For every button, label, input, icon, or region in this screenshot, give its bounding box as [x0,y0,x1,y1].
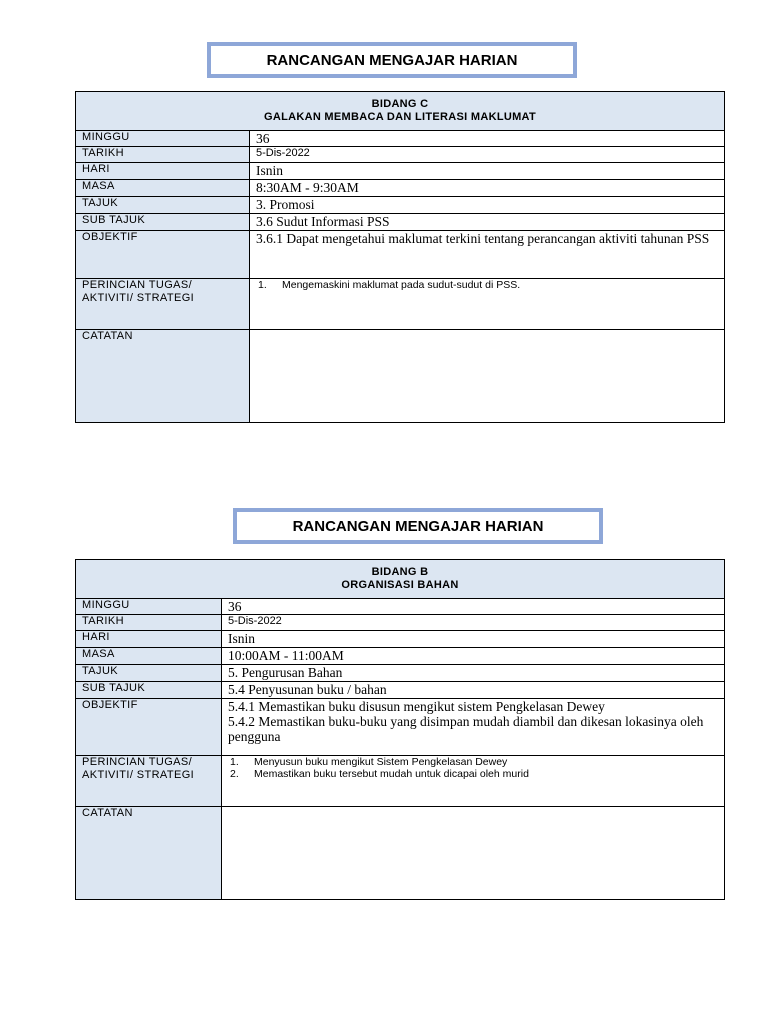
task-item [228,768,718,780]
task-text: Mengemaskini maklumat pada sudut-sudut di PSS. [282,279,521,291]
value-tajuk: 3. Promosi [250,197,725,214]
label-perincian-line-1: PERINCIAN TUGAS/ [82,756,193,768]
value-objektif [250,231,725,279]
plan-1-title: RANCANGAN MENGAJAR HARIAN [207,42,577,78]
label-perincian-line-2: AKTIVITI/ STRATEGI [82,769,195,781]
task-text: Menyusun buku mengikut Sistem Pengkelasan Dewey [254,756,508,768]
plan-1-bidang-name: GALAKAN MEMBACA DAN LITERASI MAKLUMAT [263,111,537,123]
plan-1-bidang: BIDANG C [371,98,429,110]
value-tajuk: 5. Pengurusan Bahan [222,665,725,682]
plan-2-title: RANCANGAN MENGAJAR HARIAN [233,508,603,544]
label-tajuk: TAJUK [76,197,250,214]
label-sub-tajuk: SUB TAJUK [76,682,222,699]
plan-2-bidang-name: ORGANISASI BAHAN [341,579,459,591]
value-masa: 10:00AM - 11:00AM [222,648,725,665]
value-tarikh: 5-Dis-2022 [222,615,725,631]
value-catatan [222,807,725,900]
plan-2-table [75,559,725,900]
label-hari: HARI [76,631,222,648]
objektif-item: 5.4.2 Memastikan buku-buku yang disimpan mudah diambil dan dikesan lokasinya oleh pengguna [228,714,704,744]
label-perincian [76,756,222,807]
label-minggu: MINGGU [76,599,222,615]
plan-2-header [76,560,725,599]
value-sub-tajuk: 3.6 Sudut Informasi PSS [250,214,725,231]
plan-1-header [76,92,725,131]
label-hari: HARI [76,163,250,180]
label-objektif: OBJEKTIF [76,699,222,756]
plan-2-bidang: BIDANG B [371,566,429,578]
objektif-item: 5.4.1 Memastikan buku disusun mengikut sistem Pengkelasan Dewey [228,699,605,714]
label-objektif: OBJEKTIF [76,231,250,279]
value-catatan [250,330,725,423]
plan-1-table [75,91,725,423]
value-hari: Isnin [222,631,725,648]
value-sub-tajuk: 5.4 Penyusunan buku / bahan [222,682,725,699]
value-objektif [222,699,725,756]
value-hari: Isnin [250,163,725,180]
label-tarikh: TARIKH [76,615,222,631]
label-minggu: MINGGU [76,131,250,147]
label-perincian-line-2: AKTIVITI/ STRATEGI [82,292,195,304]
label-catatan: CATATAN [76,807,222,900]
label-sub-tajuk: SUB TAJUK [76,214,250,231]
label-catatan: CATATAN [76,330,250,423]
task-number: 1. [230,756,239,768]
value-masa: 8:30AM - 9:30AM [250,180,725,197]
label-tarikh: TARIKH [76,147,250,163]
value-tarikh: 5-Dis-2022 [250,147,725,163]
label-perincian [76,279,250,330]
value-minggu: 36 [222,599,725,615]
task-text: Memastikan buku tersebut mudah untuk dicapai oleh murid [254,768,529,780]
task-number: 2. [230,768,239,780]
task-item [228,756,718,768]
value-minggu: 36 [250,131,725,147]
task-number: 1. [258,279,267,291]
label-tajuk: TAJUK [76,665,222,682]
task-item [256,279,718,291]
label-masa: MASA [76,648,222,665]
value-perincian [222,756,725,807]
label-perincian-line-1: PERINCIAN TUGAS/ [82,279,193,291]
label-masa: MASA [76,180,250,197]
value-perincian [250,279,725,330]
objektif-item: 3.6.1 Dapat mengetahui maklumat terkini tentang perancangan aktiviti tahunan PSS [256,231,710,246]
